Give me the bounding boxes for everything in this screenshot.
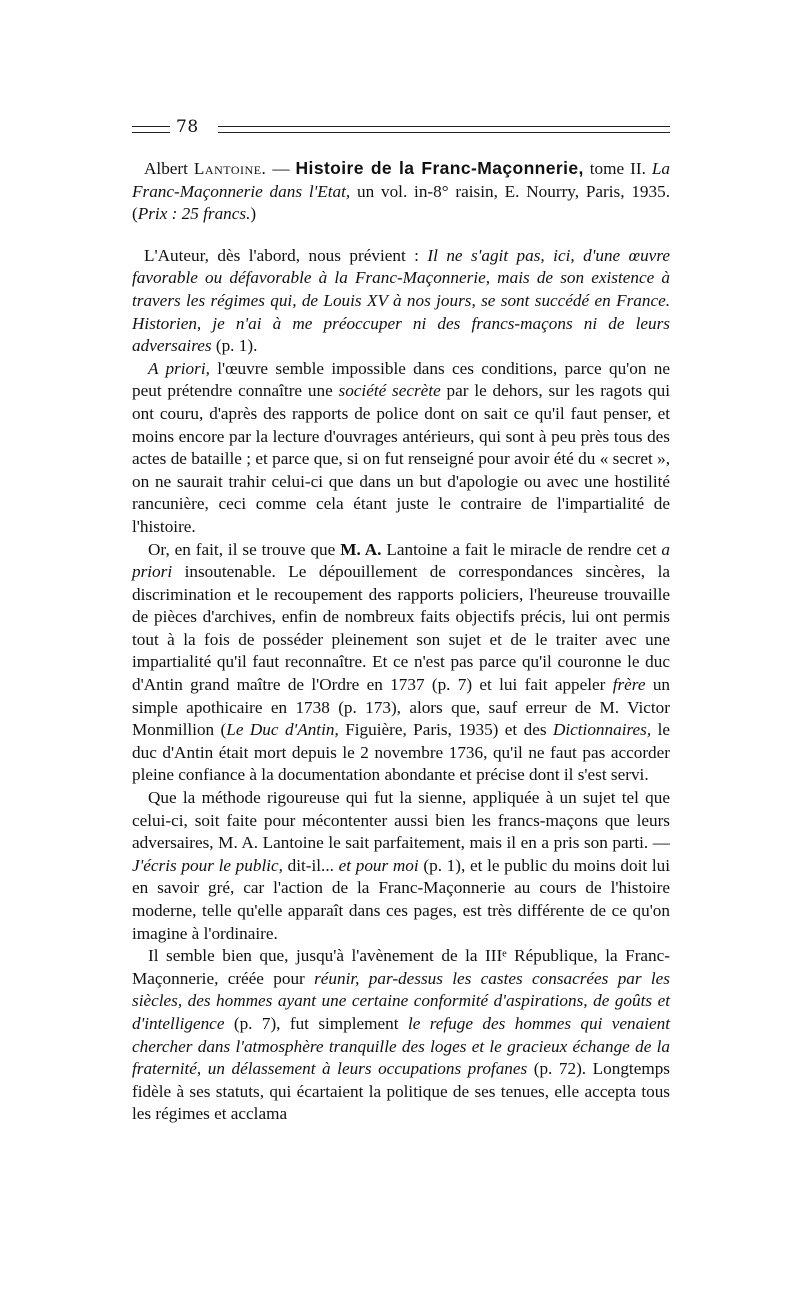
paragraph-5 [132,945,670,1126]
citation-dash: — [266,159,296,178]
p2-text-a: l'œuvre semble impossible dans ces conditions, parce qu'on ne peut prétendre connaître une [132,358,670,401]
p3-text-d: un simple apothicaire en 1738 (p. 173), alors que, sauf erreur de M. Victor Monmillion ( [132,675,671,740]
p4-italic-2: et pour moi [338,855,419,875]
author-first-name: Albert [144,159,188,178]
paragraph-1 [132,245,670,358]
p3-text-c: insoutenable. Le dépouillement de correspondances sincères, la discrimination et le recoupement des rapports policiers, l'heureuse trouvaille de pièces d'archives, enfin de nombreux faits objectifs précis, lui ont permis tout à la fois de posséder pleinement son sujet et de le traiter avec une impartialité qu'il faut reconnaître. Et ce n'est pas parce qu'il couronne le duc d'Antin grand maître de l'Ordre en 1737 (p. 7) et lui fait appeler [132,562,670,695]
header-rule-right [218,126,670,133]
p3-text-a: Or, en fait, il se trouve que [148,539,341,559]
page-body [132,157,670,1126]
author-last-name: Lantoine. [193,159,267,178]
book-title: Histoire de la Franc-Maçonnerie, [295,158,584,178]
page-header [132,117,670,139]
p1-text-a: L'Auteur, dès l'abord, nous prévient : [144,245,428,265]
p3-text-e: Figuière, Paris, 1935) et des [338,720,553,740]
p5-text-b: (p. 7), fut simplement [224,1013,408,1033]
page-number: 78 [176,117,199,137]
p1-text-b: (p. 1). [211,336,258,356]
book-format: un vol. in-8° raisin, E. Nourry, Paris, 1935. ( [132,181,670,224]
p2-italic: A priori, [148,358,210,378]
book-price: Prix : 25 francs. [137,204,251,224]
p5-text-a: Il semble bien que, jusqu'à l'avènement de la IIIᵉ République, la Franc-Maçonnerie, créée pour [132,946,670,988]
book-subtitle: La Franc-Maçonnerie dans l'Etat, [132,159,671,201]
p3-text-f: le duc d'Antin était mort depuis le 2 novembre 1736, qu'il ne faut pas accorder pleine confiance à la documentation abondante et précise dont il s'est servi. [132,720,670,785]
p3-italic: a priori [132,539,671,582]
p3-italic-3: Le Duc d'Antin, [226,720,339,740]
review-citation [132,157,670,226]
p1-quote: Il ne s'agit pas, ici, d'une œuvre favorable ou défavorable à la Franc-Maçonnerie, mais de son existence à travers les régimes qui, de Louis XV à nos jours, se sont succédé en France. Historien, je n'ai à me préoccuper ni des francs-maçons ni de leurs adversaires [132,245,670,356]
p3-bold: M. A. [340,539,382,559]
book-tome: tome II. [583,159,652,178]
p2-text-b: par le dehors, sur les ragots qui ont couru, d'après des rapports de police dont on sait ce qu'il faut penser, et moins encore par la lecture d'ouvrages antérieurs, qui sont à peu près tous des actes de bataille ; et parce que, si on fut renseigné pour avoir été du « secret », on ne saurait trahir celui-ci que dans un but d'apologie ou avec une hostilité rancunière, ceci comme cela étant juste le contraire de l'impartialité de l'histoire. [132,381,670,536]
p3-text-b: Lantoine a fait le miracle de rendre cet [381,539,662,559]
p5-text-c: (p. 72). Longtemps fidèle à ses statuts, qui écartaient la politique de ses tenues, elle accepta tous les régimes et acclama [132,1059,670,1124]
p2-italic-2: société secrète [338,381,441,401]
p4-text-a: Que la méthode rigoureuse qui fut la sienne, appliquée à un sujet tel que celui-ci, soit faite pour mécontenter aussi bien les francs-maçons que leurs adversaires, M. A. Lantoine le sait parfaitement, mais il en a pris son parti. — [132,788,670,853]
p5-italic-2: le refuge des hommes qui venaient chercher dans l'atmosphère tranquille des loges et le gracieux échange de la fraternité, un délassement à leurs occupations profanes [132,1013,670,1079]
paragraph-4 [132,787,670,945]
p5-italic: réunir, par-dessus les castes consacrées par les siècles, des hommes ayant une certaine conformité d'aspirations, de goûts et d'intelligence [132,968,670,1033]
header-rule-left [132,126,170,133]
p4-text-c: (p. 1), et le public du moins doit lui en savoir gré, car l'action de la Franc-Maçonnerie au cours de l'histoire moderne, telle qu'elle apparaît dans ces pages, est très différente de ce qu'on imagine à l'ordinaire. [132,855,671,943]
p3-italic-4: Dictionnaires, [552,720,652,740]
citation-close: ) [250,204,257,224]
p4-italic: J'écris pour le public, [132,855,283,875]
p4-text-b: dit-il... [282,855,339,875]
paragraph-2 [132,358,670,539]
paragraph-3 [132,539,670,788]
p3-italic-2: frère [612,675,646,695]
